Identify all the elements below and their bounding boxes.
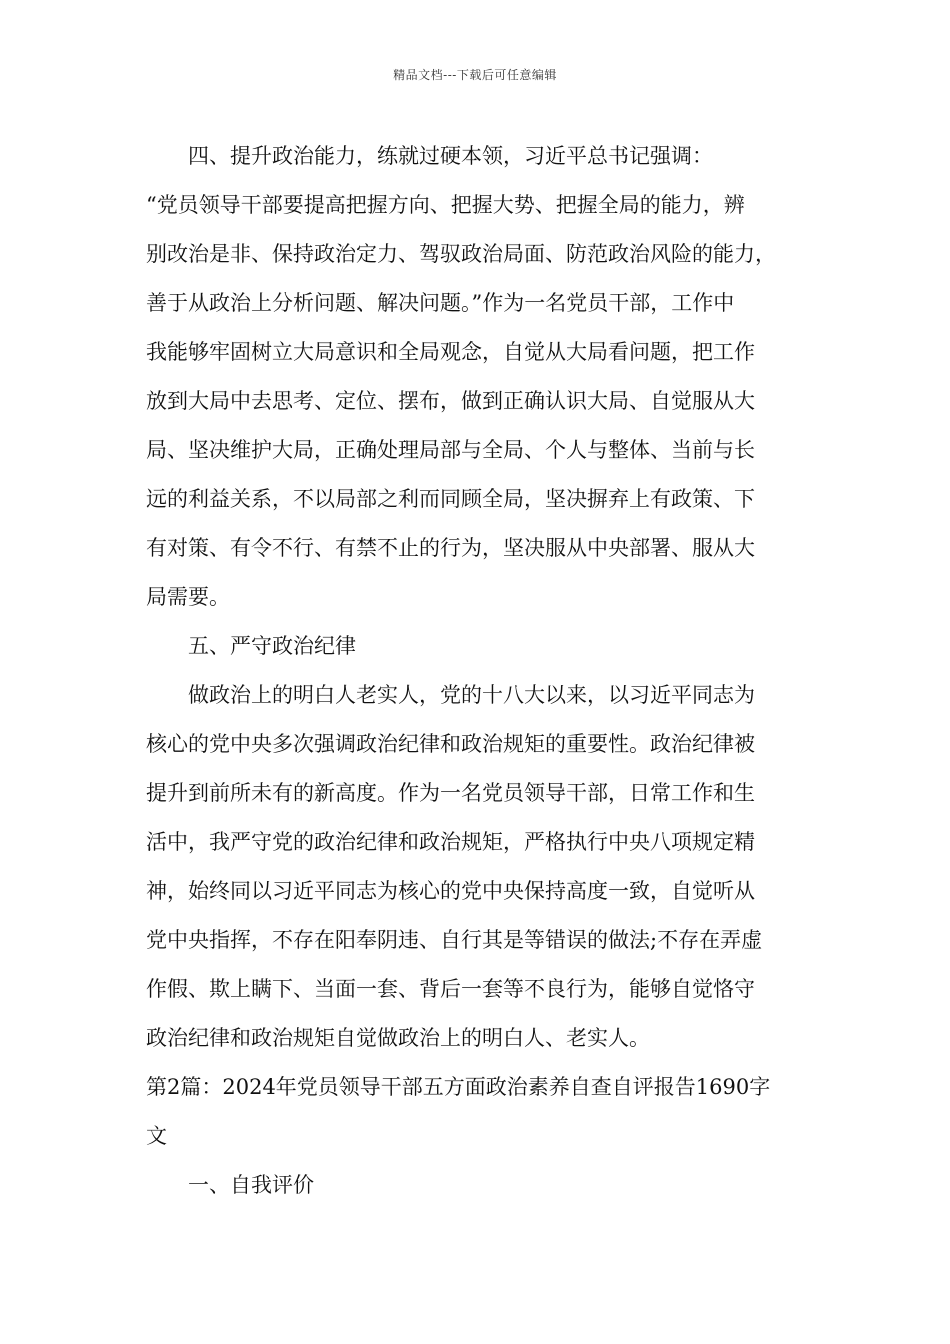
document-body <box>146 132 822 1210</box>
section-heading: 一、自我评价 <box>188 1173 314 1197</box>
paragraph-line: 局需要。 <box>146 585 230 609</box>
paragraph-line: 放到大局中去思考、定位、摆布，做到正确认识大局、自觉服从大 <box>146 389 755 413</box>
paragraph-line: 活中，我严守党的政治纪律和政治规矩，严格执行中央八项规定精 <box>146 830 755 854</box>
paragraph-line: 局、坚决维护大局，正确处理局部与全局、个人与整体、当前与长 <box>146 438 755 462</box>
paragraph-line: 四、提升政治能力，练就过硬本领，习近平总书记强调： <box>188 144 713 168</box>
paragraph-line: 党中央指挥，不存在阳奉阴违、自行其是等错误的做法;不存在弄虚 <box>146 928 763 952</box>
paragraph-line: 做政治上的明白人老实人，党的十八大以来，以习近平同志为 <box>188 683 755 707</box>
paragraph-line: 作假、欺上瞒下、当面一套、背后一套等不良行为，能够自觉恪守 <box>146 977 755 1001</box>
paragraph-line: 有对策、有令不行、有禁不止的行为，坚决服从中央部署、服从大 <box>146 536 755 560</box>
page-header: 精品文档---下载后可任意编辑 <box>393 68 557 82</box>
paragraph-line: 神，始终同以习近平同志为核心的党中央保持高度一致，自觉听从 <box>146 879 755 903</box>
article-title-line: 文 <box>146 1124 167 1148</box>
paragraph-line: 善于从政治上分析问题、解决问题。”作为一名党员干部，工作中 <box>146 291 735 315</box>
paragraph-line: “党员领导干部要提高把握方向、把握大势、把握全局的能力，辨 <box>146 193 745 217</box>
paragraph-line: 远的利益关系，不以局部之利而同顾全局，坚决摒弃上有政策、下 <box>146 487 755 511</box>
paragraph-line: 我能够牢固树立大局意识和全局观念，自觉从大局看问题，把工作 <box>146 340 755 364</box>
article-title-line: 第2篇：2024年党员领导干部五方面政治素养自查自评报告1690字 <box>146 1075 771 1099</box>
section-heading: 五、严守政治纪律 <box>188 634 356 658</box>
paragraph-line: 政治纪律和政治规矩自觉做政治上的明白人、老实人。 <box>146 1026 650 1050</box>
paragraph-line: 核心的党中央多次强调政治纪律和政治规矩的重要性。政治纪律被 <box>146 732 755 756</box>
paragraph-line: 提升到前所未有的新高度。作为一名党员领导干部，日常工作和生 <box>146 781 755 805</box>
paragraph-line: 别改治是非、保持政治定力、驾驭政治局面、防范政治风险的能力， <box>146 242 776 266</box>
